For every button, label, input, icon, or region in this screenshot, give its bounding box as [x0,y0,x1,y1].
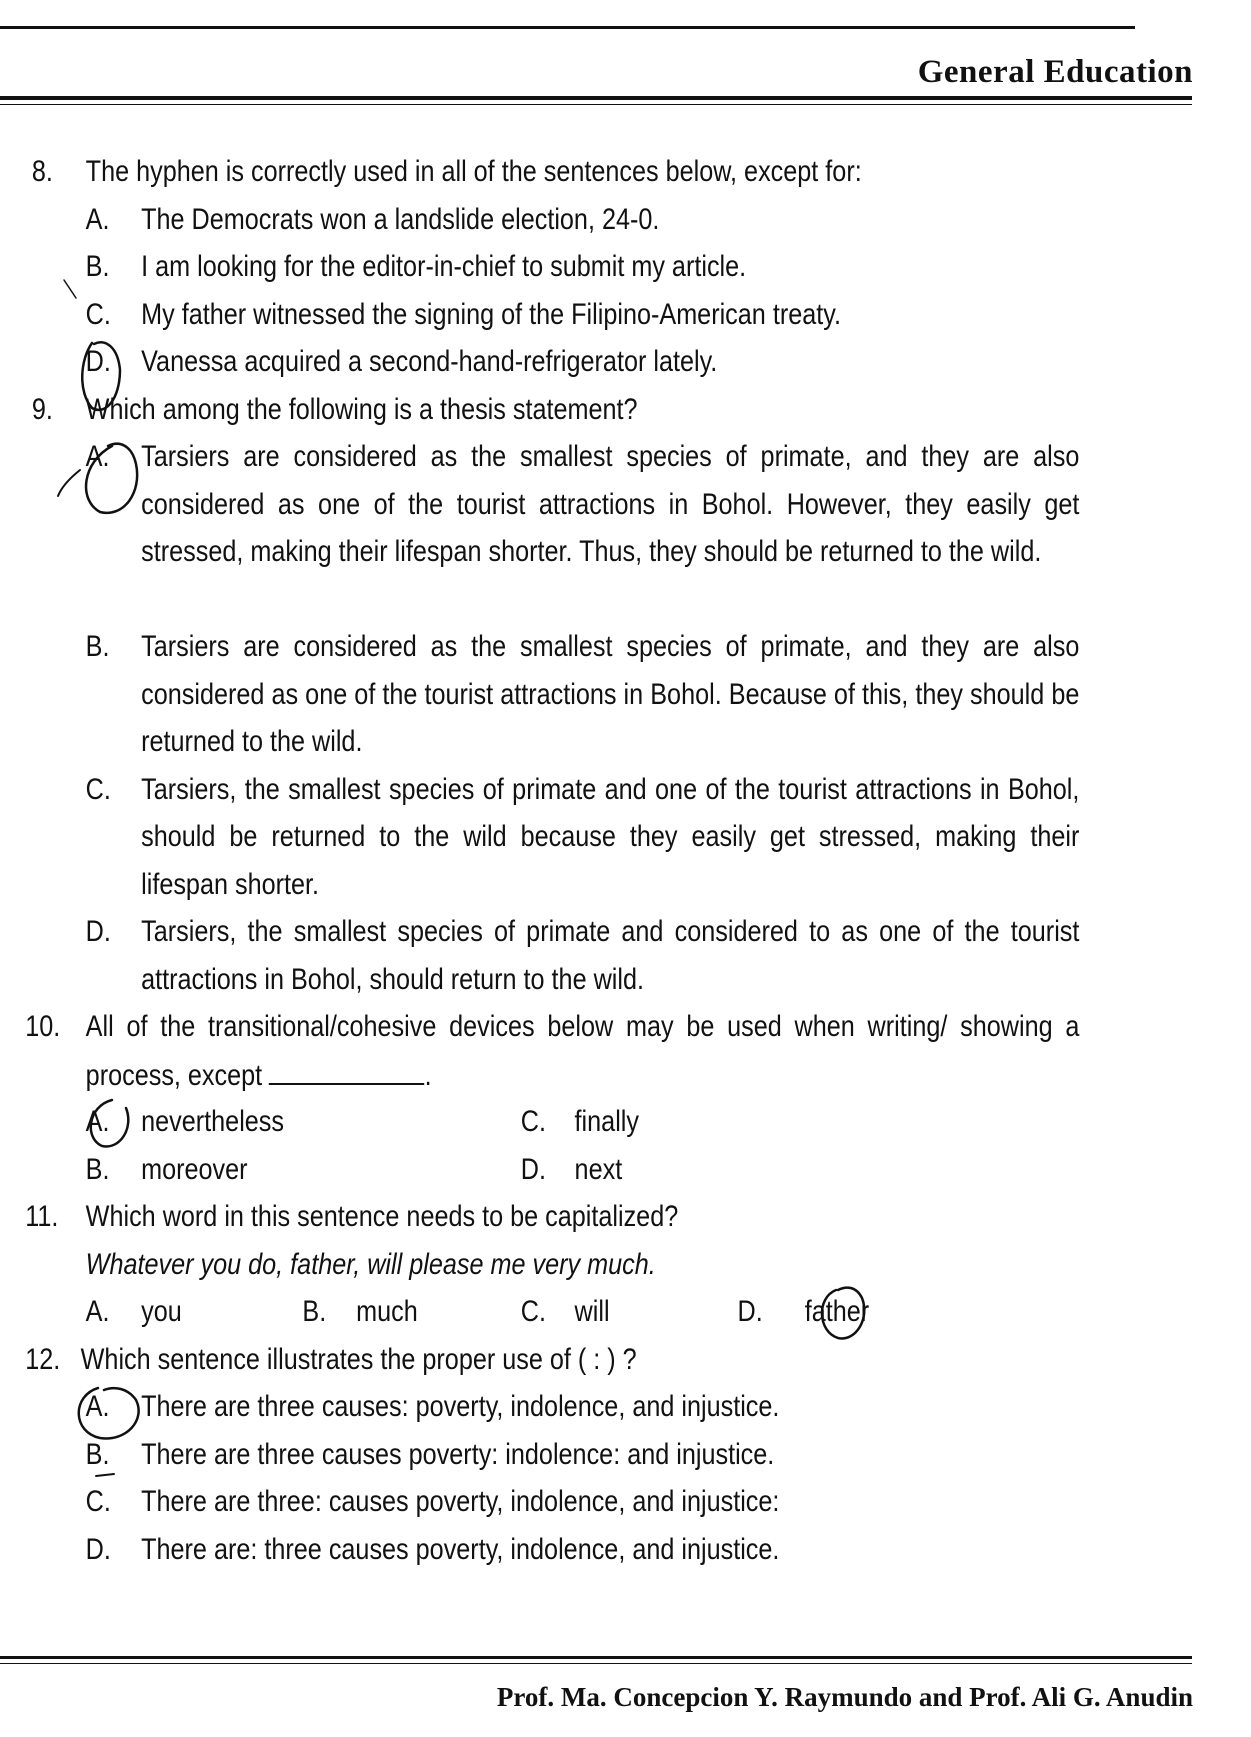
question-prompt: Which among the following is a thesis statement? [85,392,638,426]
option-letter: C. [85,1485,111,1518]
answer-blank [269,1051,424,1085]
footer-rule-thin [0,1663,1192,1664]
question-9 [0,386,1080,1004]
option-a[interactable] [0,1383,1051,1431]
question-sentence: Whatever you do, father, will please me very much. [85,1247,656,1281]
option-letter: B. [85,1152,110,1186]
option-text: next [574,1152,623,1186]
option-letter: D. [85,1532,111,1566]
option-text: you [141,1295,182,1328]
option-text: There are three causes poverty: indolence: and injustice. [141,1437,775,1471]
option-text: Tarsiers are considered as the smallest species of primate, and they are also considered as one of the tourist attractions in Bohol. Because of this, they should be returned to the wild. [141,630,1080,758]
question-prompt-end: . [424,1058,432,1092]
question-number: 12. [25,1342,61,1376]
option-c[interactable] [0,1478,1051,1526]
option-text: much [356,1295,418,1328]
question-number: 10. [25,1010,61,1043]
option-letter: D. [85,915,111,948]
option-text: nevertheless [141,1105,285,1138]
option-text: will [574,1295,610,1328]
option-a[interactable] [0,196,1051,244]
option-text: I am looking for the editor-in-chief to submit my article. [141,250,747,283]
option-text: Vanessa acquired a second-hand-refrigerator lately. [141,345,718,378]
option-text: Tarsiers, the smallest species of primate and one of the tourist attractions in Bohol, should be returned to the wild because they easily get stressed, making their lifespan shorter. [141,772,1080,901]
option-letter: C. [85,297,111,331]
option-text: There are three: causes poverty, indolence, and injustice: [141,1485,780,1518]
option-b[interactable] [0,623,1080,766]
header-rule-top [0,26,1135,29]
page-header-title: General Education [917,54,1193,90]
option-letter: A. [85,1390,110,1423]
question-11 [0,1193,1051,1336]
option-text: Tarsiers are considered as the smallest species of primate, and they are also considered as one of the tourist attractions in Bohol. However, they easily get stressed, making their lifespan shorter. Thus, they should be returned to the wild. [141,440,1080,568]
option-text: moreover [141,1152,248,1186]
question-prompt [86,1003,1080,1099]
option-letter: A. [85,1295,110,1328]
option-d[interactable] [0,1526,1051,1574]
option-b[interactable] [0,243,1051,291]
question-number: 8. [31,155,53,188]
option-text: There are: three causes poverty, indolence, and injustice. [141,1532,780,1566]
option-letter: A. [85,1105,110,1138]
option-c[interactable] [0,291,1051,339]
footer-credit: Prof. Ma. Concepcion Y. Raymundo and Prof. Ali G. Anudin [496,1682,1193,1712]
question-number: 11. [25,1200,59,1233]
option-d[interactable] [0,338,1051,386]
option-letter: B. [85,250,110,283]
question-prompt: Which word in this sentence needs to be capitalized? [85,1200,679,1233]
question-prompt-text: All of the transitional/cohesive devices below may be used when writing/ showing a process, except [85,1010,1080,1092]
option-text: Tarsiers, the smallest species of primate and considered to as one of the tourist attractions in Bohol, should return to the wild. [141,915,1080,996]
header-rule-bottom-thick [0,96,1192,100]
option-c[interactable] [0,766,1080,909]
option-text: father [804,1295,870,1328]
question-list [0,148,1080,1573]
option-a[interactable] [0,433,1080,623]
option-letter: B. [302,1295,327,1328]
question-number: 9. [31,392,53,426]
option-text: finally [574,1105,639,1138]
option-letter: A. [85,440,110,473]
option-b[interactable] [0,1431,1051,1479]
option-text: My father witnessed the signing of the Filipino-American treaty. [141,297,841,331]
option-letter: D. [737,1295,763,1328]
header-rule-bottom-thin [0,104,1192,105]
option-d[interactable] [0,908,1080,1003]
question-prompt: The hyphen is correctly used in all of the sentences below, except for: [85,155,862,188]
footer-rule-thick [0,1656,1192,1659]
question-12 [0,1336,1051,1574]
option-letter: B. [85,1437,110,1471]
option-letter: C. [520,1105,546,1138]
option-letter: D. [85,345,111,378]
option-letter: A. [85,202,110,236]
option-text: There are three causes: poverty, indolence, and injustice. [141,1390,780,1423]
option-letter: C. [520,1295,546,1328]
option-text: The Democrats won a landslide election, 24-0. [141,202,660,236]
option-letter: D. [520,1152,546,1186]
question-prompt: Which sentence illustrates the proper use of ( : ) ? [80,1342,637,1376]
option-letter: B. [85,630,110,663]
option-letter: C. [85,772,111,806]
question-10 [0,1003,1080,1193]
question-8 [0,148,1051,386]
